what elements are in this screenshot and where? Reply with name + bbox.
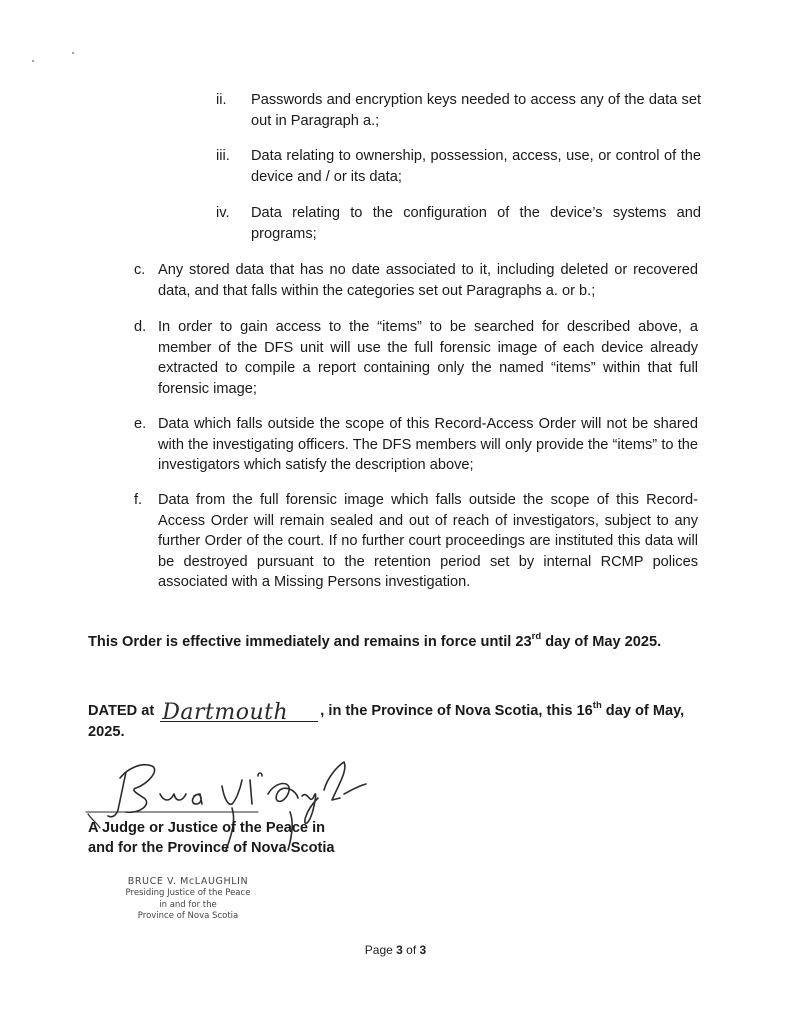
judge-title-line-2: and for the Province of Nova Scotia bbox=[88, 840, 335, 856]
scan-speck bbox=[32, 60, 34, 62]
list-item-text: Data relating to the configuration of the device’s systems and programs; bbox=[251, 205, 701, 242]
list-item-f bbox=[134, 490, 698, 594]
judge-title-line-1: A Judge or Justice of the Peace in bbox=[88, 820, 326, 836]
effective-statement bbox=[88, 632, 700, 653]
list-item-text: In order to gain access to the “items” to be searched for described above, a member of the DFS unit will use the full forensic image of each device already extracted to compile a report containing only the named “items” within that full forensic image; bbox=[158, 319, 698, 397]
effective-text-start: This Order is effective immediately and remains in force until 23 bbox=[88, 634, 532, 650]
list-item-letter: c. bbox=[134, 262, 146, 278]
stamp-line-2: in and for the bbox=[159, 899, 217, 910]
effective-ordinal: rd bbox=[531, 631, 542, 643]
list-item-d bbox=[134, 317, 698, 401]
list-item-ii bbox=[216, 90, 701, 132]
list-item-text: Data relating to ownership, possession, access, use, or control of the device and / or its data; bbox=[251, 148, 701, 185]
list-item-c bbox=[134, 260, 698, 302]
stamp-line-1: Presiding Justice of the Peace bbox=[125, 888, 251, 898]
list-item-number: iii. bbox=[216, 148, 230, 164]
stamp-name: BRUCE V. McLAUGHLIN bbox=[127, 876, 249, 887]
scan-speck bbox=[72, 52, 74, 54]
list-item-iv bbox=[216, 203, 701, 245]
dated-statement bbox=[88, 701, 700, 743]
footer-current-page: 3 bbox=[396, 943, 403, 957]
list-item-number: ii. bbox=[216, 92, 227, 108]
list-item-text: Data which falls outside the scope of this Record-Access Order will not be shared with the investigating officers. The DFS members will only provide the “items” to the investigators which satisfy the description above; bbox=[158, 416, 698, 473]
dated-place-field bbox=[160, 700, 318, 725]
dated-label: DATED at bbox=[88, 703, 155, 719]
page-footer bbox=[0, 943, 791, 957]
footer-of-word: of bbox=[406, 943, 417, 957]
dated-text-end: day of May, 2025. bbox=[88, 703, 685, 740]
dated-ordinal: th bbox=[592, 700, 602, 712]
dated-middle-text: , in the Province of Nova Scotia, this 16 bbox=[320, 703, 593, 719]
list-item-letter: d. bbox=[134, 319, 147, 335]
list-item-letter: f. bbox=[134, 492, 143, 508]
footer-total-pages: 3 bbox=[419, 943, 427, 957]
footer-page-word: Page bbox=[364, 943, 393, 957]
effective-text-end: day of May 2025. bbox=[541, 634, 662, 650]
dated-place-handwritten: Dartmouth bbox=[162, 700, 289, 725]
list-item-number: iv. bbox=[216, 205, 230, 221]
jp-stamp bbox=[112, 876, 264, 923]
list-item-e bbox=[134, 414, 698, 476]
list-item-text: Data from the full forensic image which falls outside the scope of this Record-Access Order will remain sealed and out of reach of investigators, subject to any further Order of the court. If no further court proceedings are instituted this data will be destroyed pursuant to the retention period set by internal RCMP polices associated with a Missing Persons investigation. bbox=[158, 492, 698, 590]
list-item-text: Any stored data that has no date associated to it, including deleted or recovered data, and that falls within the categories set out Paragraphs a. or b.; bbox=[158, 262, 698, 299]
stamp-line-3: Province of Nova Scotia bbox=[137, 911, 239, 921]
list-item-text: Passwords and encryption keys needed to access any of the data set out in Paragraph a.; bbox=[251, 92, 701, 129]
list-item-letter: e. bbox=[134, 416, 147, 432]
judge-title bbox=[88, 818, 352, 858]
list-item-iii bbox=[216, 146, 701, 188]
